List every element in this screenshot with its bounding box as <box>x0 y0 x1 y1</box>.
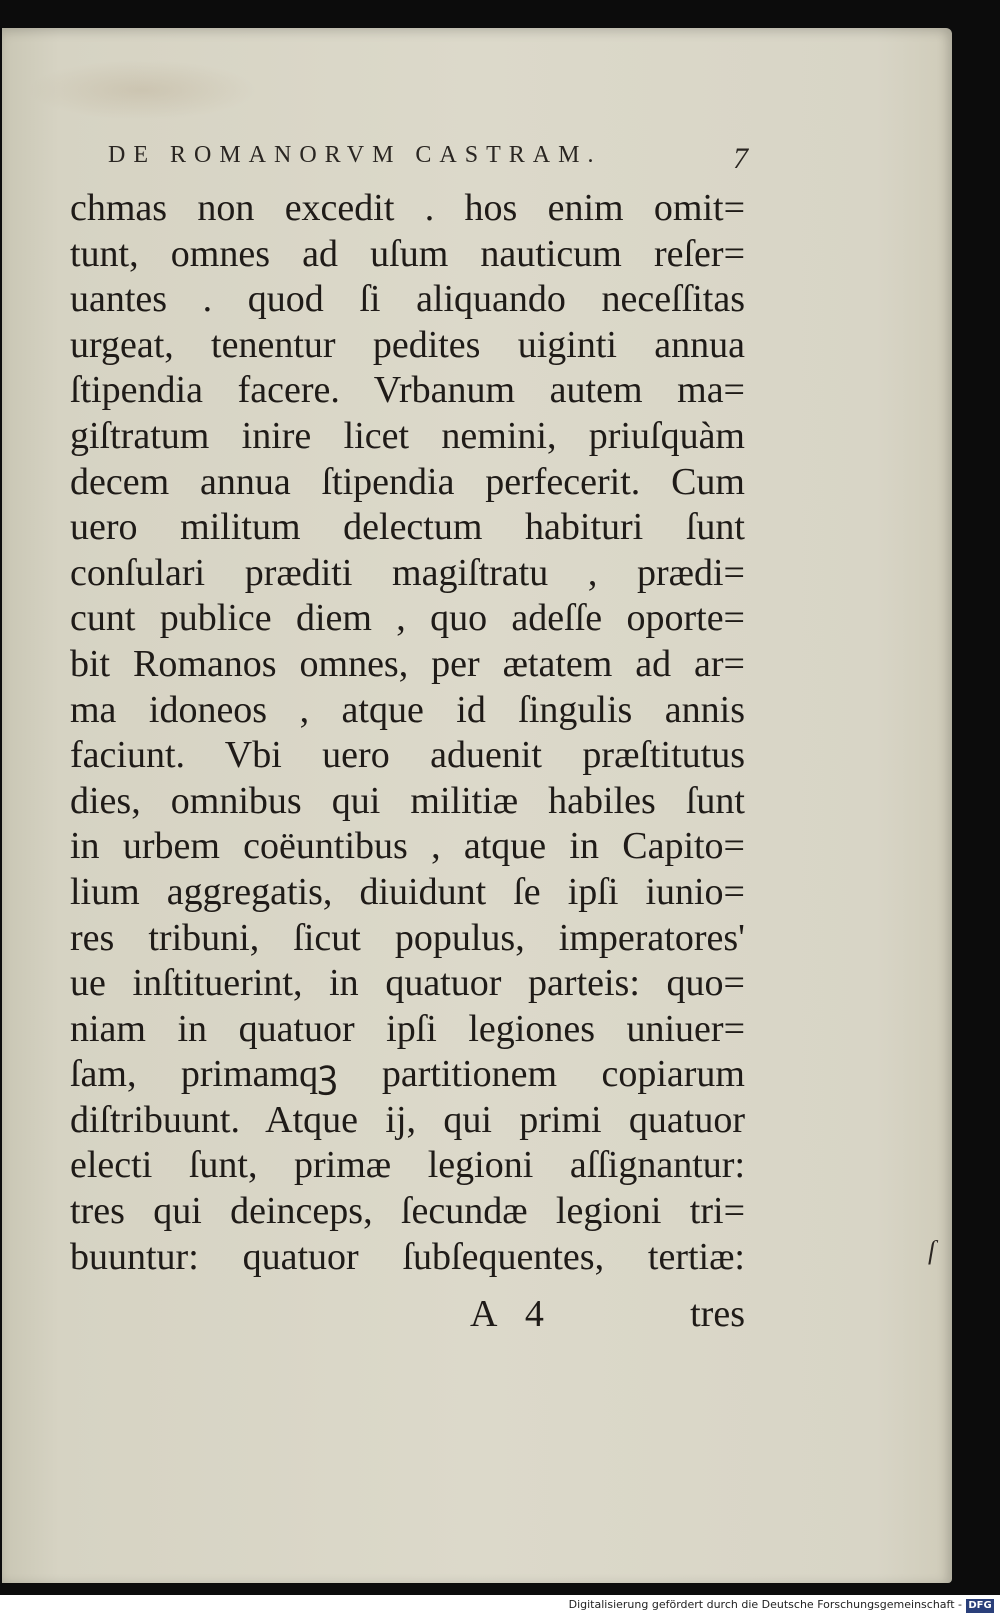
text-line: lium aggregatis, diuidunt ſe ipſi iunio= <box>70 870 745 913</box>
text-line: ue inſtituerint, in quatuor parteis: quo= <box>70 962 745 1005</box>
text-line: chmas non excedit . hos enim omit= <box>70 187 745 229</box>
paper-stain <box>27 60 257 120</box>
text-line: res tribuni, ſicut populus, imperatores' <box>70 916 745 959</box>
text-line: in urbem coëuntibus , atque in Capito= <box>70 825 745 868</box>
page-footer <box>470 1292 745 1342</box>
credit-text: Digitalisierung gefördert durch die Deutsche Forschungsgemeinschaft - <box>568 1598 962 1611</box>
credit-bar <box>0 1595 1000 1617</box>
text-line: faciunt. Vbi uero aduenit præſtitutus <box>70 734 745 777</box>
text-line: bit Romanos omnes, per ætatem ad ar= <box>70 642 745 685</box>
margin-annotation: ſ <box>928 1236 936 1265</box>
body-text <box>70 186 745 1280</box>
catchword: tres <box>690 1293 745 1335</box>
text-line: uero militum delectum habituri ſunt <box>70 506 745 549</box>
text-line: tres qui deinceps, ſecundæ legioni tri= <box>70 1190 745 1233</box>
dfg-logo: DFG <box>966 1599 994 1613</box>
text-line: electi ſunt, primæ legioni aſſignantur: <box>70 1144 745 1187</box>
text-line: dies, omnibus qui militiæ habiles ſunt <box>70 779 745 822</box>
text-line: conſulari præditi magiſtratu , prædi= <box>70 551 745 594</box>
text-line: ma idoneos , atque id ſingulis annis <box>70 688 745 731</box>
text-line: uantes . quod ſi aliquando neceſſitas <box>70 278 745 321</box>
text-line: niam in quatuor ipſi legiones uniuer= <box>70 1007 745 1050</box>
text-line: decem annua ſtipendia perfecerit. Cum <box>70 460 745 503</box>
text-line: tunt, omnes ad uſum nauticum reſer= <box>70 232 745 275</box>
text-line: urgeat, tenentur pedites uiginti annua <box>70 323 745 366</box>
text-line: ſtipendia facere. Vrbanum autem ma= <box>70 369 745 412</box>
signature-mark: A 4 <box>470 1293 554 1335</box>
page-number: 7 <box>733 142 748 175</box>
text-line: giſtratum inire licet nemini, priuſquàm <box>70 414 745 457</box>
text-line: cunt publice diem , quo adeſſe oporte= <box>70 597 745 640</box>
running-head-title: DE ROMANORVM CASTRAM. <box>108 142 602 168</box>
text-line: diſtribuunt. Atque ij, qui primi quatuor <box>70 1098 745 1141</box>
text-line: ſam, primamqꝫ partitionem copiarum <box>70 1053 745 1096</box>
text-line: buuntur: quatuor ſubſequentes, tertiæ: <box>70 1235 745 1278</box>
running-header <box>108 142 748 176</box>
